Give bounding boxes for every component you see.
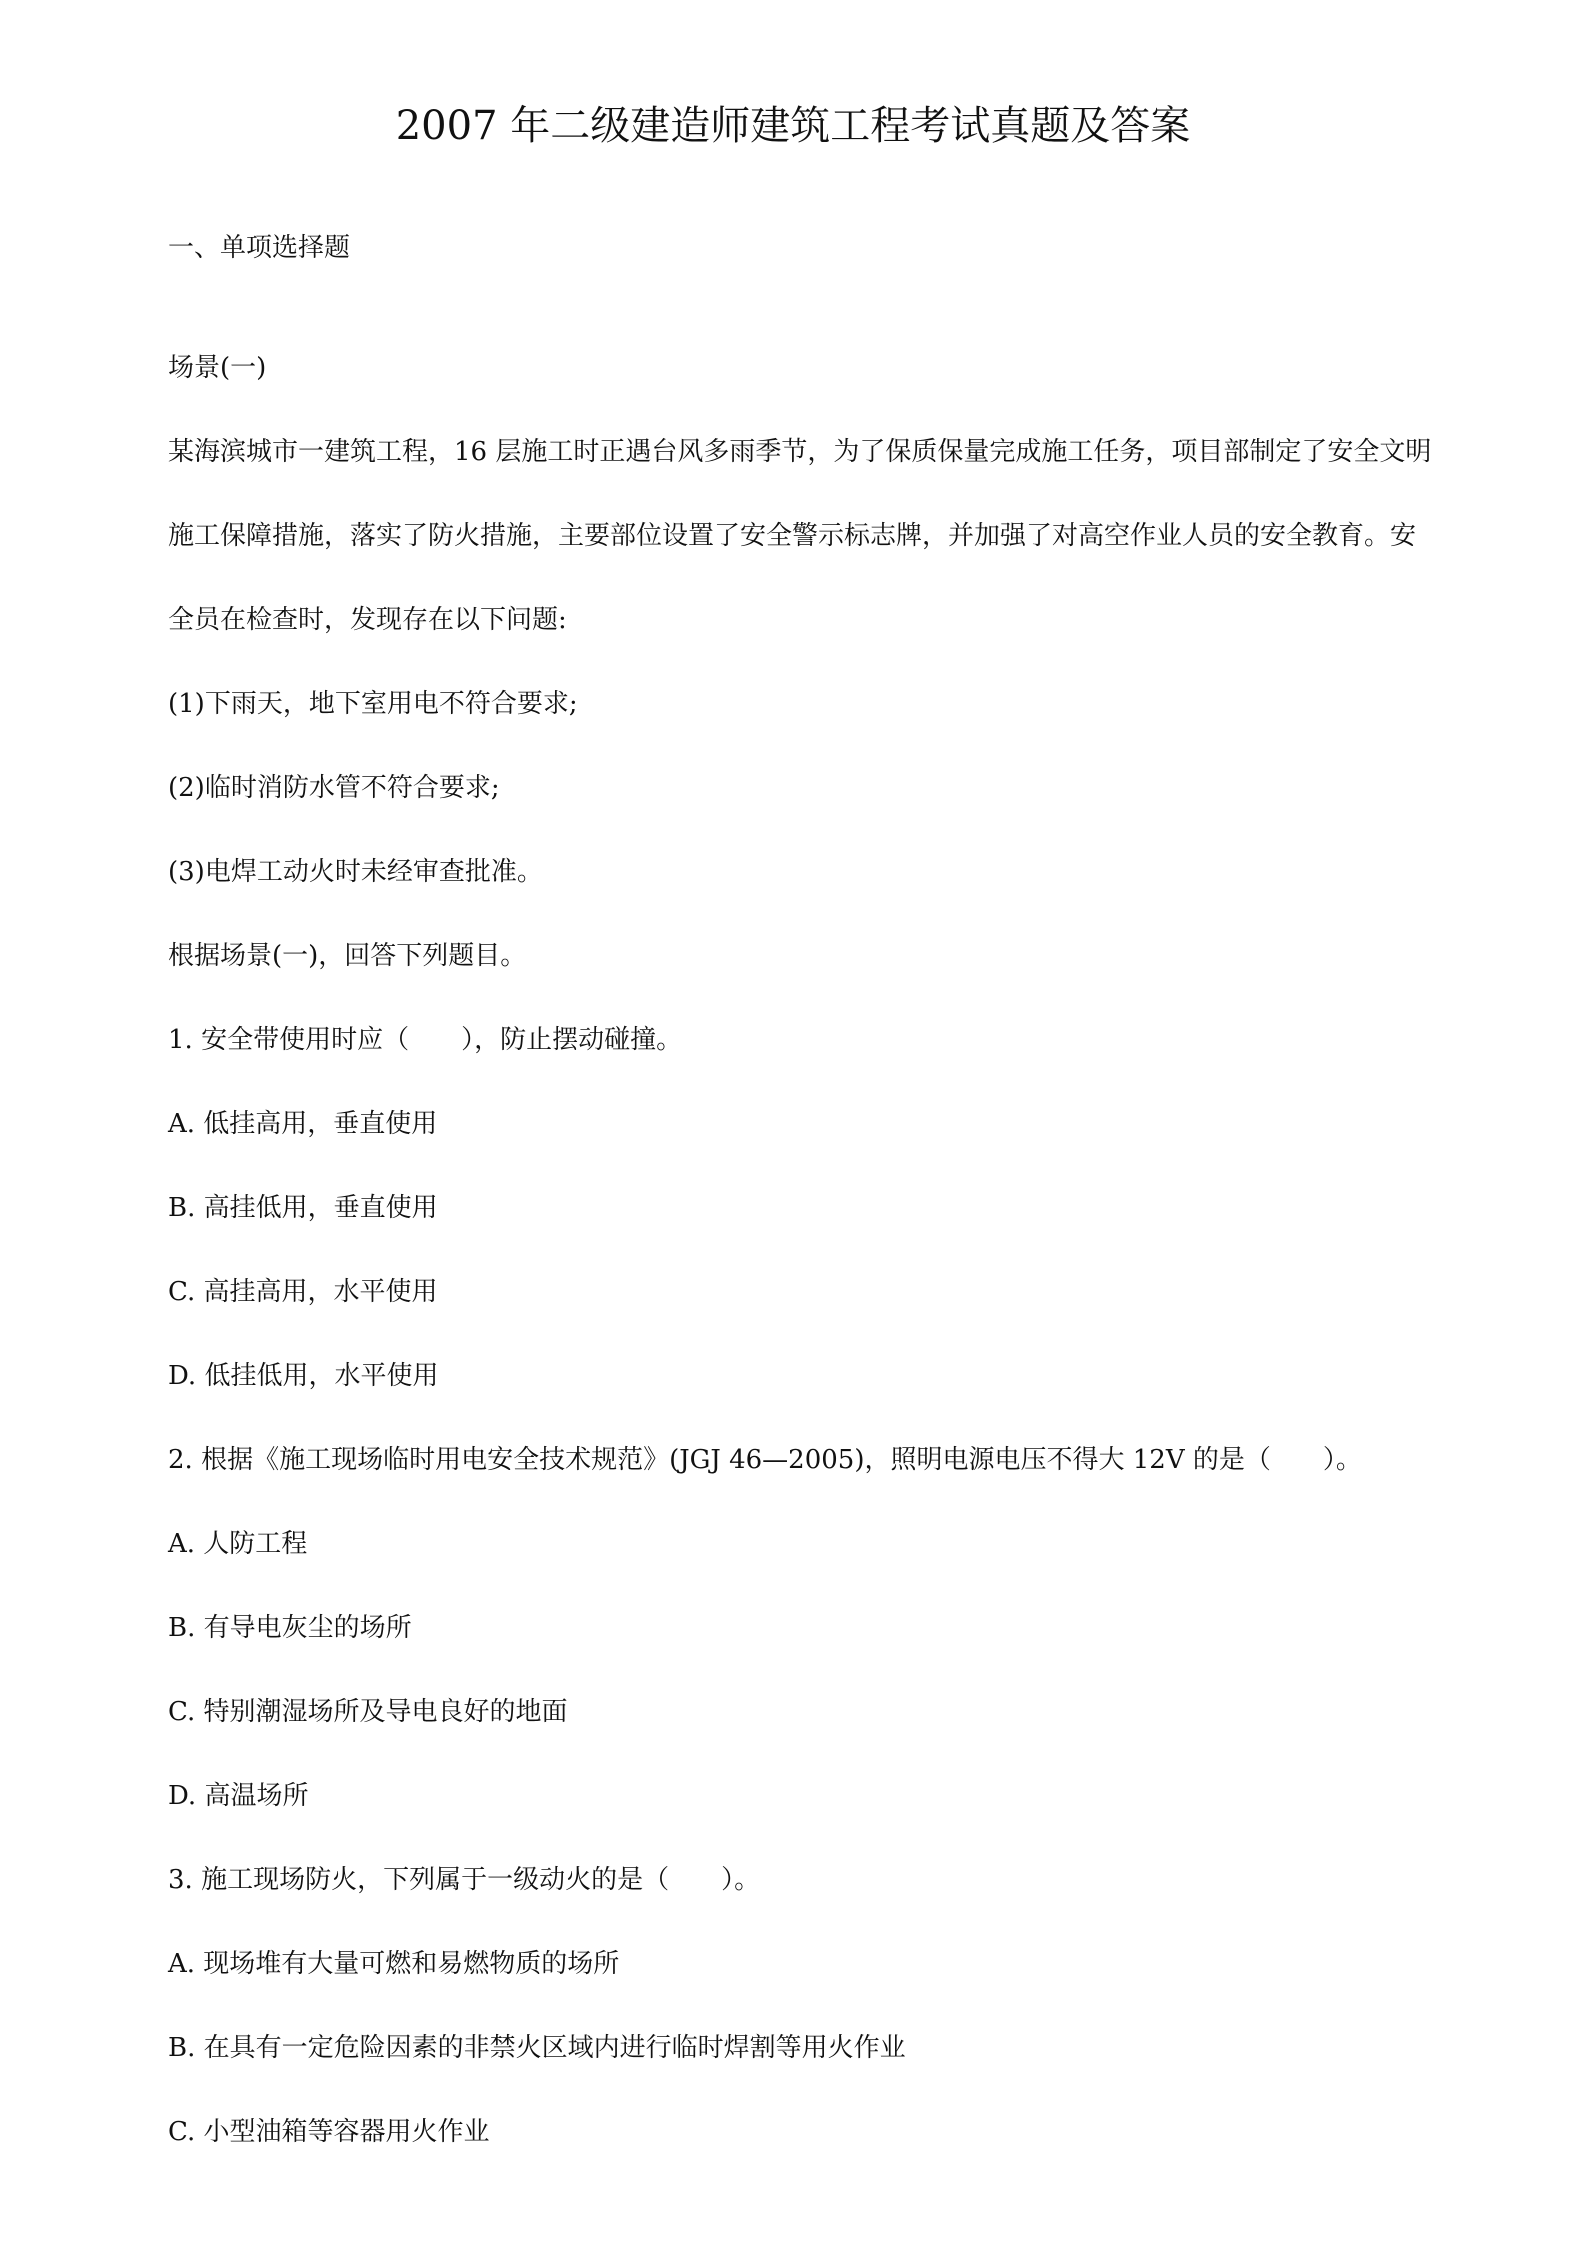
question-stem: 1. 安全带使用时应（ ），防止摆动碰撞。	[168, 1025, 683, 1055]
section-heading: 一、单项选择题	[168, 233, 351, 263]
scenario-text-line: 施工保障措施，落实了防火措施，主要部位设置了安全警示标志牌，并加强了对高空作业人员的安全教育。安	[168, 521, 1417, 551]
question-option: A. 现场堆有大量可燃和易燃物质的场所	[168, 1949, 620, 1979]
scenario-text-line: 某海滨城市一建筑工程，16 层施工时正遇台风多雨季节，为了保质保量完成施工任务，项目部制定了安全文明	[168, 437, 1432, 467]
page-title: 2007 年二级建造师建筑工程考试真题及答案	[395, 103, 1191, 149]
question-option: C. 高挂高用，水平使用	[168, 1277, 438, 1307]
question-option: D. 高温场所	[168, 1781, 309, 1811]
instruction-text: 根据场景(一)，回答下列题目。	[168, 941, 527, 971]
question-option: C. 小型油箱等容器用火作业	[168, 2117, 490, 2147]
question-option: A. 低挂高用，垂直使用	[168, 1109, 438, 1139]
issue-item: (2)临时消防水管不符合要求;	[168, 773, 500, 803]
question-option: A. 人防工程	[168, 1529, 308, 1559]
question-option: B. 高挂低用，垂直使用	[168, 1193, 438, 1223]
issue-item: (3)电焊工动火时未经审查批准。	[168, 857, 543, 887]
question-option: C. 特别潮湿场所及导电良好的地面	[168, 1697, 568, 1727]
question-option: D. 低挂低用，水平使用	[168, 1361, 439, 1391]
question-option: B. 在具有一定危险因素的非禁火区域内进行临时焊割等用火作业	[168, 2033, 906, 2063]
question-stem: 3. 施工现场防火，下列属于一级动火的是（ ）。	[168, 1865, 761, 1895]
question-stem: 2. 根据《施工现场临时用电安全技术规范》(JGJ 46—2005)，照明电源电压不得大 12V 的是（ ）。	[168, 1445, 1362, 1475]
scenario-text-line: 全员在检查时，发现存在以下问题:	[168, 605, 567, 635]
issue-item: (1)下雨天，地下室用电不符合要求;	[168, 689, 578, 719]
question-option: B. 有导电灰尘的场所	[168, 1613, 412, 1643]
scenario-label: 场景(一)	[168, 353, 267, 383]
